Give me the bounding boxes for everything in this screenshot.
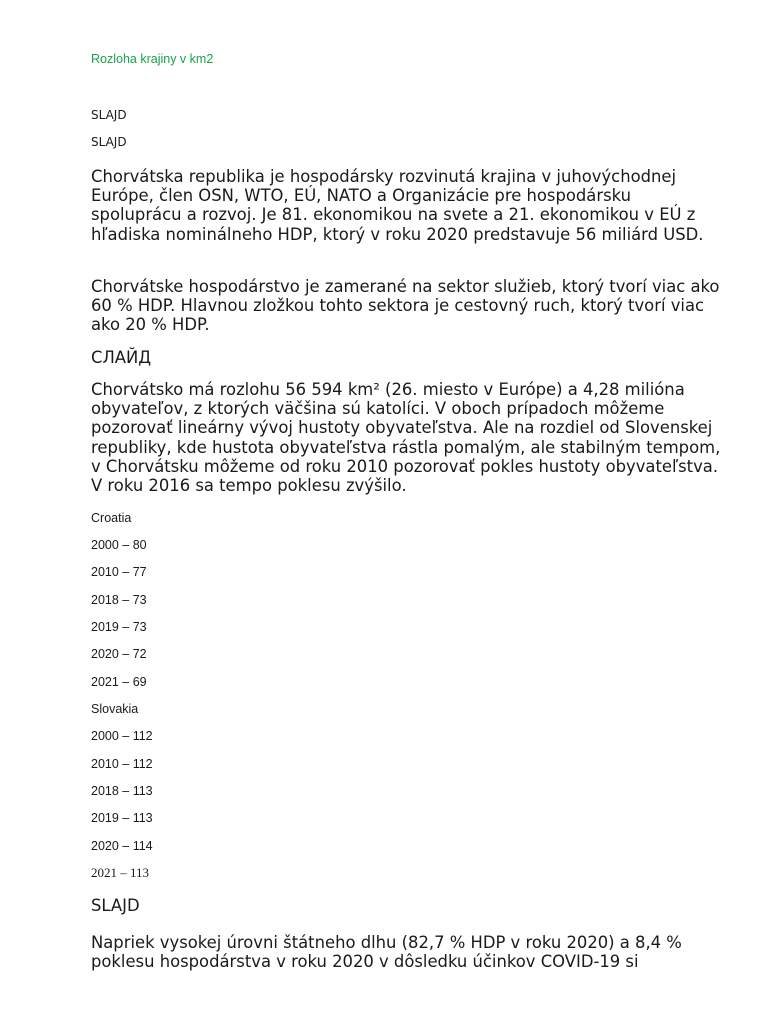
page-heading: Rozloha krajiny v km2 xyxy=(91,52,214,66)
list-item: 2010 – 112 xyxy=(91,757,153,771)
list-item: 2000 – 112 xyxy=(91,729,153,743)
slide-marker: SLAJD xyxy=(91,896,140,915)
country-label-slovakia: Slovakia xyxy=(91,702,139,716)
list-item: 2021 – 113 xyxy=(91,865,150,880)
paragraph-economy: Chorvátske hospodárstvo je zamerané na sektor služieb, ktorý tvorí viac ako 60 % HDP. Hlavnou zložkou tohto sektora je cestovný ruch, ktorý tvorí viac ako 20 % HDP. xyxy=(91,277,720,335)
list-item: 2000 – 80 xyxy=(91,538,147,552)
list-item: 2018 – 73 xyxy=(91,593,147,607)
list-item: 2019 – 113 xyxy=(91,811,153,825)
paragraph-debt: Napriek vysokej úrovni štátneho dlhu (82,7 % HDP v roku 2020) a 8,4 % poklesu hospodárstva v roku 2020 v dôsledku účinkov COVID-19 si xyxy=(91,933,682,972)
list-item: 2018 – 113 xyxy=(91,784,153,798)
list-item: 2021 – 69 xyxy=(91,675,147,689)
country-label-croatia: Croatia xyxy=(91,511,132,525)
list-item: 2020 – 114 xyxy=(91,839,153,853)
list-item: 2019 – 73 xyxy=(91,620,147,634)
paragraph-intro: Chorvátska republika je hospodársky rozvinutá krajina v juhovýchodnej Európe, člen OSN, WTO, EÚ, NATO a Organizácie pre hospodársku spoluprácu a rozvoj. Je 81. ekonomikou na svete a 21. ekonomikou v EÚ z hľadiska nominálneho HDP, ktorý v roku 2020 predstavuje 56 miliárd USD. xyxy=(91,167,704,244)
list-item: 2010 – 77 xyxy=(91,565,147,579)
slide-marker-cyrillic: СЛАЙД xyxy=(91,348,152,367)
paragraph-area-population: Chorvátsko má rozlohu 56 594 km² (26. miesto v Európe) a 4,28 milióna obyvateľov, z ktorých väčšina sú katolíci. V oboch prípadoch môžeme pozorovať lineárny vývoj hustoty obyvateľstva. Ale na rozdiel od Slovenskej republiky, kde hustota obyvateľstva rástla pomalým, ale stabilným tempom, v Chorvátsku môžeme od roku 2010 pozorovať pokles hustoty obyvateľstva. V roku 2016 sa tempo poklesu zvýšilo. xyxy=(91,380,721,496)
slide-marker: SLAJD xyxy=(91,135,127,149)
slide-marker: SLAJD xyxy=(91,108,127,122)
list-item: 2020 – 72 xyxy=(91,647,147,661)
